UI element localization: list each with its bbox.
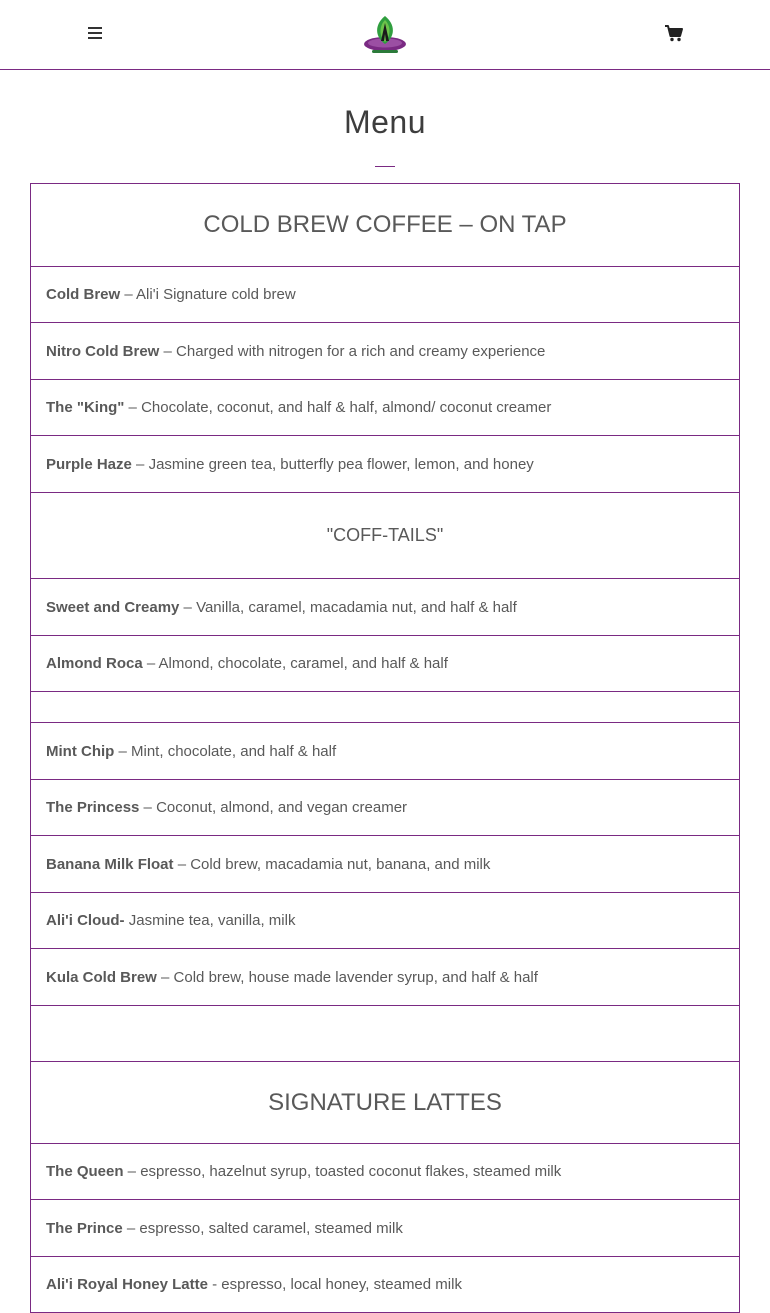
item-description: Cold brew, house made lavender syrup, and half & half [173, 968, 538, 986]
item-name: Nitro Cold Brew [46, 342, 160, 360]
title-divider [375, 166, 395, 167]
item-separator: – [179, 598, 197, 616]
item-description: espresso, salted caramel, steamed milk [139, 1219, 403, 1237]
empty-row [31, 1006, 740, 1062]
item-name: The Queen [46, 1163, 124, 1180]
menu-item-row [31, 323, 740, 380]
menu-item-row [31, 380, 740, 436]
menu-item-row [31, 636, 740, 692]
item-separator: – [131, 455, 149, 473]
menu-item-row [31, 1257, 740, 1313]
item-description: Almond, chocolate, caramel, and half & half [158, 655, 448, 672]
item-description: Charged with nitrogen for a rich and creamy experience [176, 342, 546, 360]
item-name: Purple Haze [46, 455, 132, 473]
page-title: Menu [343, 104, 427, 140]
menu-item-row [31, 949, 740, 1006]
item-name: The Prince [46, 1219, 123, 1237]
item-description: Jasmine green tea, butterfly pea flower, lemon, and honey [148, 455, 534, 473]
item-separator: – [156, 968, 174, 986]
site-header [0, 0, 770, 70]
menu-item-row [31, 780, 740, 836]
menu-item-row [31, 1144, 740, 1200]
item-separator: – [159, 342, 177, 360]
item-name: Mint Chip [46, 742, 115, 760]
menu-item-row [31, 579, 740, 636]
item-name: Banana Milk Float [46, 855, 174, 873]
item-separator: – [122, 1219, 140, 1237]
item-description: Chocolate, coconut, and half & half, almond/ coconut creamer [141, 399, 552, 416]
menu-item-row [31, 893, 740, 949]
item-name: Almond Roca [46, 655, 143, 672]
coffee-logo[interactable] [362, 14, 408, 56]
item-separator: – [120, 286, 137, 303]
item-name: Cold Brew [46, 286, 121, 303]
item-separator: – [114, 742, 132, 760]
empty-row [31, 692, 740, 723]
menu-item-row [31, 836, 740, 893]
section-title: SIGNATURE LATTES [31, 1062, 740, 1144]
item-description: espresso, local honey, steamed milk [221, 1276, 462, 1293]
menu-item-row [31, 267, 740, 323]
item-name: The Princess [46, 799, 140, 816]
menu-table [30, 183, 740, 1313]
item-separator: – [173, 855, 191, 873]
menu-item-row [31, 436, 740, 493]
item-separator: – [124, 399, 142, 416]
item-separator: – [139, 799, 157, 816]
item-description: Coconut, almond, and vegan creamer [156, 799, 408, 816]
item-separator: - [207, 1276, 222, 1293]
item-description: Mint, chocolate, and half & half [131, 742, 337, 760]
item-description: Vanilla, caramel, macadamia nut, and half & half [196, 598, 517, 616]
item-separator: – [142, 655, 159, 672]
menu-item-row [31, 723, 740, 780]
item-name: Sweet and Creamy [46, 598, 180, 616]
item-separator: – [123, 1163, 141, 1180]
item-description: Cold brew, macadamia nut, banana, and milk [190, 855, 491, 873]
section-title: "COFF-TAILS" [31, 493, 740, 579]
item-name: The "King" [46, 399, 125, 416]
item-description: Jasmine tea, vanilla, milk [128, 912, 296, 929]
hamburger-icon[interactable] [88, 27, 102, 39]
shopping-cart-icon[interactable] [664, 23, 684, 43]
item-name: Kula Cold Brew [46, 968, 157, 986]
item-name: Ali'i Cloud- [46, 912, 125, 929]
item-description: Ali'i Signature cold brew [136, 286, 296, 303]
section-title: COLD BREW COFFEE – ON TAP [31, 184, 740, 267]
menu-item-row [31, 1200, 740, 1257]
item-description: espresso, hazelnut syrup, toasted coconut flakes, steamed milk [140, 1163, 562, 1180]
item-name: Ali'i Royal Honey Latte [46, 1276, 208, 1293]
